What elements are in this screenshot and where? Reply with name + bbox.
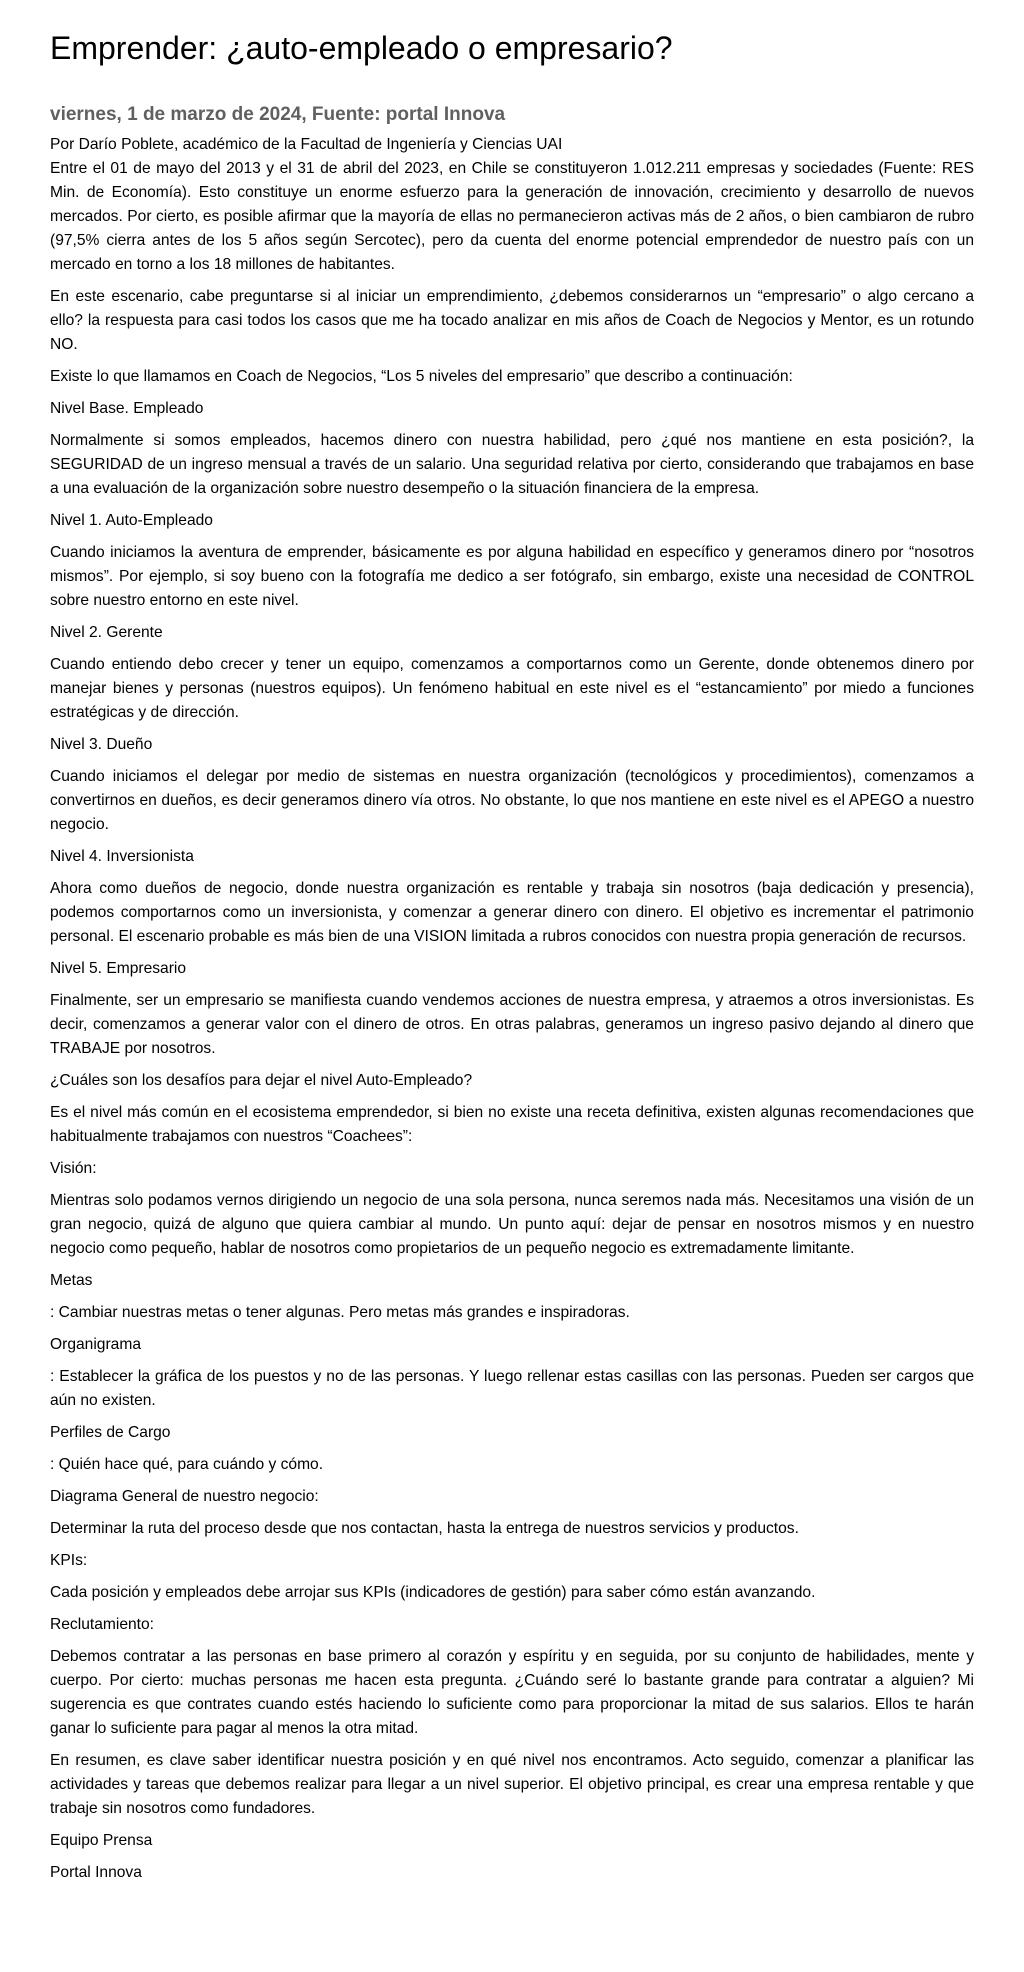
section-heading: Diagrama General de nuestro negocio: <box>50 1488 319 1505</box>
article-paragraph: Entre el 01 de mayo del 2013 y el 31 de abril del 2023, en Chile se constituyeron 1.012.211 empresas y sociedades (Fuente: RES Min. de Economía). Esto constituye un enorme esfuerzo para la generación de innovación, crecimiento y desarrollo de nuevos mercados. Por cierto, es posible afirmar que la mayoría de ellas no permanecieron activas más de 2 años, o bien cambiaron de rubro (97,5% cierra antes de los 5 años según Sercotec), pero da cuenta del enorme potencial emprendedor de nuestro país con un mercado en torno a los 18 millones de habitantes. <box>50 160 974 273</box>
section-heading: Organigrama <box>50 1336 142 1353</box>
section-heading: Perfiles de Cargo <box>50 1424 171 1441</box>
article-paragraph: Cuando iniciamos la aventura de emprender, básicamente es por alguna habilidad en específico y generamos dinero por “nosotros mismos”. Por ejemplo, si soy bueno con la fotografía me dedico a ser fotógrafo, sin embargo, existe una necesidad de CONTROL sobre nuestro entorno en este nivel. <box>50 544 974 609</box>
article-paragraph: Mientras solo podamos vernos dirigiendo un negocio de una sola persona, nunca seremos nada más. Necesitamos una visión de un gran negocio, quizá de alguno que quiera cambiar al mundo. Un punto aquí: dejar de pensar en nosotros mismos y en nuestro negocio como pequeño, hablar de nosotros como propietarios de un pequeño negocio es extremadamente limitante. <box>50 1192 974 1257</box>
section-heading: Nivel Base. Empleado <box>50 400 204 417</box>
article-paragraph: : Establecer la gráfica de los puestos y no de las personas. Y luego rellenar estas casillas con las personas. Pueden ser cargos que aún no existen. <box>50 1368 974 1409</box>
article-paragraph: : Cambiar nuestras metas o tener algunas. Pero metas más grandes e inspiradoras. <box>50 1304 630 1321</box>
article-paragraph: : Quién hace qué, para cuándo y cómo. <box>50 1456 324 1473</box>
section-heading: Nivel 1. Auto-Empleado <box>50 512 213 529</box>
section-heading: Reclutamiento: <box>50 1616 155 1633</box>
section-heading: Nivel 5. Empresario <box>50 960 187 977</box>
article-paragraph: Ahora como dueños de negocio, donde nuestra organización es rentable y trabaja sin nosotros (baja dedicación y presencia), podemos comportarnos como un inversionista, y comenzar a generar dinero con dinero. El objetivo es incrementar el patrimonio personal. El escenario probable es más bien de una VISION limitada a rubros conocidos con nuestra propia generación de recursos. <box>50 880 974 945</box>
article-paragraph: Existe lo que llamamos en Coach de Negocios, “Los 5 niveles del empresario” que describo a continuación: <box>50 368 793 385</box>
section-heading: Visión: <box>50 1160 97 1177</box>
article-paragraph: Es el nivel más común en el ecosistema emprendedor, si bien no existe una receta definitiva, existen algunas recomendaciones que habitualmente trabajamos con nuestros “Coachees”: <box>50 1104 974 1145</box>
section-heading: Nivel 4. Inversionista <box>50 848 194 865</box>
signature-team: Equipo Prensa <box>50 1832 153 1849</box>
section-heading: Metas <box>50 1272 93 1289</box>
article-body <box>50 157 974 1885</box>
section-heading: KPIs: <box>50 1552 88 1569</box>
article-paragraph: Debemos contratar a las personas en base primero al corazón y espíritu y en seguida, por su conjunto de habilidades, mente y cuerpo. Por cierto: muchas personas me hacen esta pregunta. ¿Cuándo seré lo bastante grande para contratar a alguien? Mi sugerencia es que contrates cuando estés haciendo lo suficiente como para proporcionar la mitad de sus salarios. Ellos te harán ganar lo suficiente para pagar al menos la otra mitad. <box>50 1648 974 1737</box>
article-byline: Por Darío Poblete, académico de la Facultad de Ingeniería y Ciencias UAI <box>50 136 563 153</box>
article-paragraph: Cuando iniciamos el delegar por medio de sistemas en nuestra organización (tecnológicos y procedimientos), comenzamos a convertirnos en dueños, es decir generamos dinero vía otros. No obstante, lo que nos mantiene en este nivel es el APEGO a nuestro negocio. <box>50 768 974 833</box>
article-paragraph: Finalmente, ser un empresario se manifiesta cuando vendemos acciones de nuestra empresa, y atraemos a otros inversionistas. Es decir, comenzamos a generar valor con el dinero de otros. En otras palabras, generamos un ingreso pasivo dejando al dinero que TRABAJE por nosotros. <box>50 992 974 1057</box>
article-paragraph: Cada posición y empleados debe arrojar sus KPIs (indicadores de gestión) para saber cómo están avanzando. <box>50 1584 816 1601</box>
section-heading: ¿Cuáles son los desafíos para dejar el nivel Auto-Empleado? <box>50 1072 473 1089</box>
article-paragraph: Normalmente si somos empleados, hacemos dinero con nuestra habilidad, pero ¿qué nos mantiene en esta posición?, la SEGURIDAD de un ingreso mensual a través de un salario. Una seguridad relativa por cierto, considerando que trabajamos en base a una evaluación de la organización sobre nuestro desempeño o la situación financiera de la empresa. <box>50 432 974 497</box>
article-paragraph: Determinar la ruta del proceso desde que nos contactan, hasta la entrega de nuestros servicios y productos. <box>50 1520 799 1537</box>
section-heading: Nivel 3. Dueño <box>50 736 153 753</box>
article-dateline: viernes, 1 de marzo de 2024, Fuente: portal Innova <box>50 104 506 125</box>
article-paragraph: En resumen, es clave saber identificar nuestra posición y en qué nivel nos encontramos. Acto seguido, comenzar a planificar las actividades y tareas que debemos realizar para llegar a un nivel superior. El objetivo principal, es crear una empresa rentable y que trabaje sin nosotros como fundadores. <box>50 1752 974 1817</box>
article-paragraph: Cuando entiendo debo crecer y tener un equipo, comenzamos a comportarnos como un Gerente, donde obtenemos dinero por manejar bienes y personas (nuestros equipos). Un fenómeno habitual en este nivel es el “estancamiento” por miedo a funciones estratégicas y de dirección. <box>50 656 974 721</box>
section-heading: Nivel 2. Gerente <box>50 624 163 641</box>
signature-source: Portal Innova <box>50 1864 142 1881</box>
article-paragraph: En este escenario, cabe preguntarse si al iniciar un emprendimiento, ¿debemos considerarnos un “empresario” o algo cercano a ello? la respuesta para casi todos los casos que me ha tocado analizar en mis años de Coach de Negocios y Mentor, es un rotundo NO. <box>50 288 974 353</box>
article-title: Emprender: ¿auto-empleado o empresario? <box>50 30 673 66</box>
